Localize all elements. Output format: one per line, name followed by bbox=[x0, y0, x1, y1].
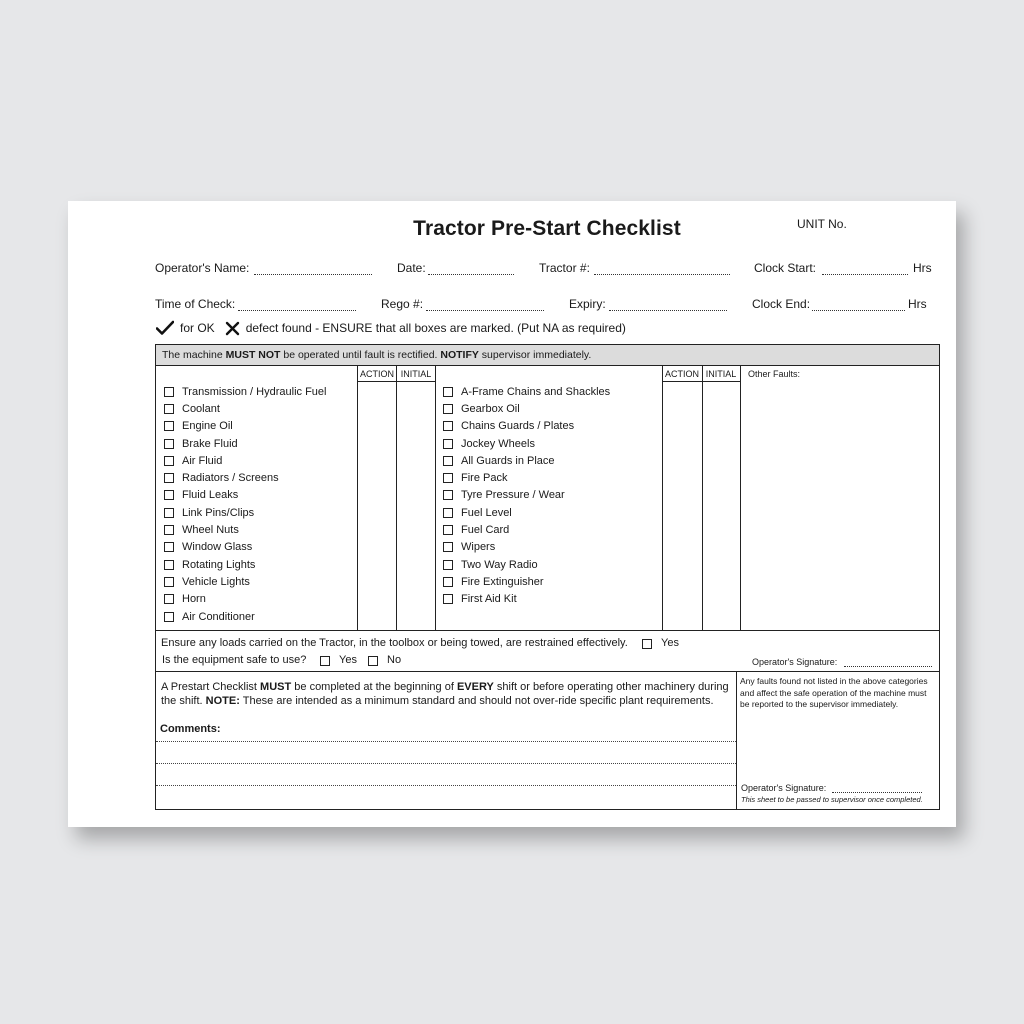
item-label: Two Way Radio bbox=[461, 558, 538, 571]
check-icon bbox=[156, 320, 174, 336]
item-checkbox[interactable] bbox=[164, 490, 174, 500]
grid-line bbox=[357, 381, 435, 382]
item-checkbox[interactable] bbox=[164, 439, 174, 449]
item-label: Rotating Lights bbox=[182, 558, 256, 571]
checklist-item bbox=[443, 452, 610, 469]
item-label: Air Conditioner bbox=[182, 610, 255, 623]
grid-line bbox=[736, 671, 737, 809]
page-title: Tractor Pre-Start Checklist bbox=[413, 217, 681, 240]
time-of-check-field[interactable] bbox=[238, 297, 356, 311]
item-checkbox[interactable] bbox=[164, 387, 174, 397]
checklist-item bbox=[443, 556, 610, 573]
safe-no-label: No bbox=[387, 654, 402, 666]
action-column-header: ACTION bbox=[359, 369, 394, 379]
checklist-item bbox=[443, 435, 610, 452]
item-checkbox[interactable] bbox=[164, 612, 174, 622]
prestart-instructions bbox=[161, 680, 731, 708]
checklist-item bbox=[443, 573, 610, 590]
grid-line bbox=[662, 366, 663, 630]
pass-to-supervisor-note: This sheet to be passed to supervisor once completed. bbox=[741, 795, 923, 804]
item-checkbox[interactable] bbox=[443, 542, 453, 552]
faults-report-note: Any faults found not listed in the above categories and affect the safe operation of the machine must be reported to the supervisor immediately. bbox=[740, 676, 928, 709]
item-checkbox[interactable] bbox=[164, 542, 174, 552]
instructions-text: be completed at the beginning of bbox=[291, 681, 457, 693]
checklist-table bbox=[155, 344, 940, 810]
time-of-check-label: Time of Check: bbox=[155, 297, 236, 311]
banner-notify: NOTIFY bbox=[440, 349, 479, 361]
grid-line bbox=[435, 366, 436, 630]
date-field[interactable] bbox=[428, 261, 514, 275]
rego-no-label: Rego #: bbox=[381, 297, 424, 311]
expiry-label: Expiry: bbox=[569, 297, 606, 311]
operator-signature-label: Operator's Signature: bbox=[752, 657, 838, 667]
item-checkbox[interactable] bbox=[164, 456, 174, 466]
instructions-must: MUST bbox=[260, 681, 292, 693]
item-label: First Aid Kit bbox=[461, 593, 517, 606]
item-checkbox[interactable] bbox=[164, 421, 174, 431]
safe-yes-checkbox[interactable] bbox=[320, 656, 330, 666]
grid-line bbox=[156, 671, 939, 672]
grid-line bbox=[662, 381, 740, 382]
item-checkbox[interactable] bbox=[443, 560, 453, 570]
comment-line[interactable] bbox=[156, 741, 736, 742]
left-checklist bbox=[164, 383, 326, 625]
checklist-item bbox=[164, 418, 326, 435]
safe-question: Is the equipment safe to use? bbox=[162, 654, 307, 666]
clock-start-hrs: Hrs bbox=[913, 261, 932, 275]
comments-label: Comments: bbox=[160, 723, 221, 735]
item-checkbox[interactable] bbox=[443, 594, 453, 604]
loads-yes-checkbox[interactable] bbox=[642, 639, 652, 649]
operator-signature-label: Operator's Signature: bbox=[741, 783, 827, 793]
instructions-text: These are intended as a minimum standard and should not over-ride specific plant requirements. bbox=[239, 695, 714, 707]
operator-signature-field[interactable] bbox=[844, 655, 932, 667]
item-label: Fire Extinguisher bbox=[461, 575, 544, 588]
item-label: Vehicle Lights bbox=[182, 575, 250, 588]
checklist-item bbox=[443, 591, 610, 608]
item-label: Air Fluid bbox=[182, 454, 223, 467]
item-label: All Guards in Place bbox=[461, 454, 555, 467]
tractor-no-label: Tractor #: bbox=[539, 261, 590, 275]
instructions-text: shift or before operating other machinery during the shift. bbox=[161, 681, 729, 707]
checklist-item bbox=[164, 539, 326, 556]
item-checkbox[interactable] bbox=[443, 473, 453, 483]
clock-start-field[interactable] bbox=[822, 261, 908, 275]
banner-text: be operated until fault is rectified. bbox=[280, 349, 441, 361]
instructions-note: NOTE: bbox=[205, 695, 240, 707]
expiry-field[interactable] bbox=[609, 297, 727, 311]
comment-line[interactable] bbox=[156, 785, 736, 786]
checklist-item bbox=[443, 504, 610, 521]
clock-end-hrs: Hrs bbox=[908, 297, 927, 311]
item-checkbox[interactable] bbox=[164, 404, 174, 414]
operator-name-label: Operator's Name: bbox=[155, 261, 250, 275]
legend-defect-text: defect found - ENSURE that all boxes are marked. (Put NA as required) bbox=[245, 321, 626, 335]
item-label: Wipers bbox=[461, 541, 496, 554]
banner-must-not: MUST NOT bbox=[225, 349, 281, 361]
tractor-no-field[interactable] bbox=[594, 261, 730, 275]
action-column-header: ACTION bbox=[664, 369, 699, 379]
checklist-item bbox=[164, 435, 326, 452]
item-checkbox[interactable] bbox=[443, 387, 453, 397]
warning-banner bbox=[156, 345, 939, 366]
checklist-item bbox=[164, 608, 326, 625]
banner-text: supervisor immediately. bbox=[478, 349, 592, 361]
checklist-item bbox=[164, 573, 326, 590]
checklist-item bbox=[164, 556, 326, 573]
checklist-item bbox=[164, 487, 326, 504]
item-label: Coolant bbox=[182, 402, 220, 415]
safe-yes-label: Yes bbox=[339, 654, 357, 666]
item-label: Brake Fluid bbox=[182, 437, 238, 450]
checklist-item bbox=[443, 400, 610, 417]
grid-line bbox=[396, 366, 397, 630]
grid-line bbox=[702, 366, 703, 630]
checklist-item bbox=[443, 418, 610, 435]
grid-line bbox=[357, 366, 358, 630]
item-label: Fire Pack bbox=[461, 472, 508, 485]
item-label: Radiators / Screens bbox=[182, 472, 279, 485]
checklist-item bbox=[164, 469, 326, 486]
item-checkbox[interactable] bbox=[443, 439, 453, 449]
right-checklist bbox=[443, 383, 610, 608]
checklist-item bbox=[164, 521, 326, 538]
clock-start-label: Clock Start: bbox=[754, 261, 817, 275]
item-checkbox[interactable] bbox=[443, 508, 453, 518]
item-checkbox[interactable] bbox=[443, 490, 453, 500]
item-checkbox[interactable] bbox=[164, 560, 174, 570]
item-label: Fuel Card bbox=[461, 524, 510, 537]
grid-line bbox=[156, 630, 939, 631]
other-faults-label: Other Faults: bbox=[748, 369, 801, 379]
item-checkbox[interactable] bbox=[164, 525, 174, 535]
checklist-item bbox=[443, 521, 610, 538]
initial-column-header: INITIAL bbox=[705, 369, 737, 379]
item-label: Engine Oil bbox=[182, 420, 233, 433]
comment-line[interactable] bbox=[156, 763, 736, 764]
item-label: Transmission / Hydraulic Fuel bbox=[182, 385, 327, 398]
checklist-sheet bbox=[68, 201, 956, 827]
item-label: Tyre Pressure / Wear bbox=[461, 489, 565, 502]
item-label: Wheel Nuts bbox=[182, 524, 239, 537]
item-checkbox[interactable] bbox=[164, 508, 174, 518]
checklist-item bbox=[164, 504, 326, 521]
item-label: Link Pins/Clips bbox=[182, 506, 255, 519]
loads-yes-label: Yes bbox=[661, 637, 679, 649]
operator-signature-field[interactable] bbox=[832, 781, 922, 793]
item-label: Horn bbox=[182, 593, 206, 606]
checklist-item bbox=[443, 487, 610, 504]
legend-ok-text: for OK bbox=[180, 321, 215, 335]
item-checkbox[interactable] bbox=[443, 456, 453, 466]
item-label: Fluid Leaks bbox=[182, 489, 239, 502]
banner-text: The machine bbox=[162, 349, 226, 361]
rego-no-field[interactable] bbox=[426, 297, 544, 311]
date-label: Date: bbox=[397, 261, 426, 275]
cross-icon bbox=[225, 321, 240, 336]
item-checkbox[interactable] bbox=[443, 404, 453, 414]
checklist-item bbox=[164, 452, 326, 469]
initial-column-header: INITIAL bbox=[400, 369, 432, 379]
item-label: Chains Guards / Plates bbox=[461, 420, 575, 433]
grid-line bbox=[740, 366, 741, 630]
clock-end-label: Clock End: bbox=[752, 297, 811, 311]
checklist-item bbox=[164, 383, 326, 400]
item-checkbox[interactable] bbox=[443, 525, 453, 535]
item-checkbox[interactable] bbox=[164, 594, 174, 604]
item-label: Window Glass bbox=[182, 541, 253, 554]
instructions-every: EVERY bbox=[456, 681, 494, 693]
unit-no-label: UNIT No. bbox=[797, 217, 847, 231]
loads-restrained-text: Ensure any loads carried on the Tractor, in the toolbox or being towed, are restrained effectively. bbox=[161, 637, 628, 649]
checklist-item bbox=[443, 469, 610, 486]
item-checkbox[interactable] bbox=[164, 577, 174, 587]
item-label: Jockey Wheels bbox=[461, 437, 535, 450]
clock-end-field[interactable] bbox=[812, 297, 905, 311]
safe-no-checkbox[interactable] bbox=[368, 656, 378, 666]
item-label: Gearbox Oil bbox=[461, 402, 520, 415]
instructions-text: A Prestart Checklist bbox=[161, 681, 261, 693]
legend bbox=[156, 320, 626, 336]
item-checkbox[interactable] bbox=[164, 473, 174, 483]
checklist-item bbox=[443, 383, 610, 400]
item-checkbox[interactable] bbox=[443, 421, 453, 431]
item-label: A-Frame Chains and Shackles bbox=[461, 385, 611, 398]
checklist-item bbox=[443, 539, 610, 556]
checklist-item bbox=[164, 591, 326, 608]
operator-name-field[interactable] bbox=[254, 261, 372, 275]
checklist-item bbox=[164, 400, 326, 417]
item-label: Fuel Level bbox=[461, 506, 512, 519]
item-checkbox[interactable] bbox=[443, 577, 453, 587]
